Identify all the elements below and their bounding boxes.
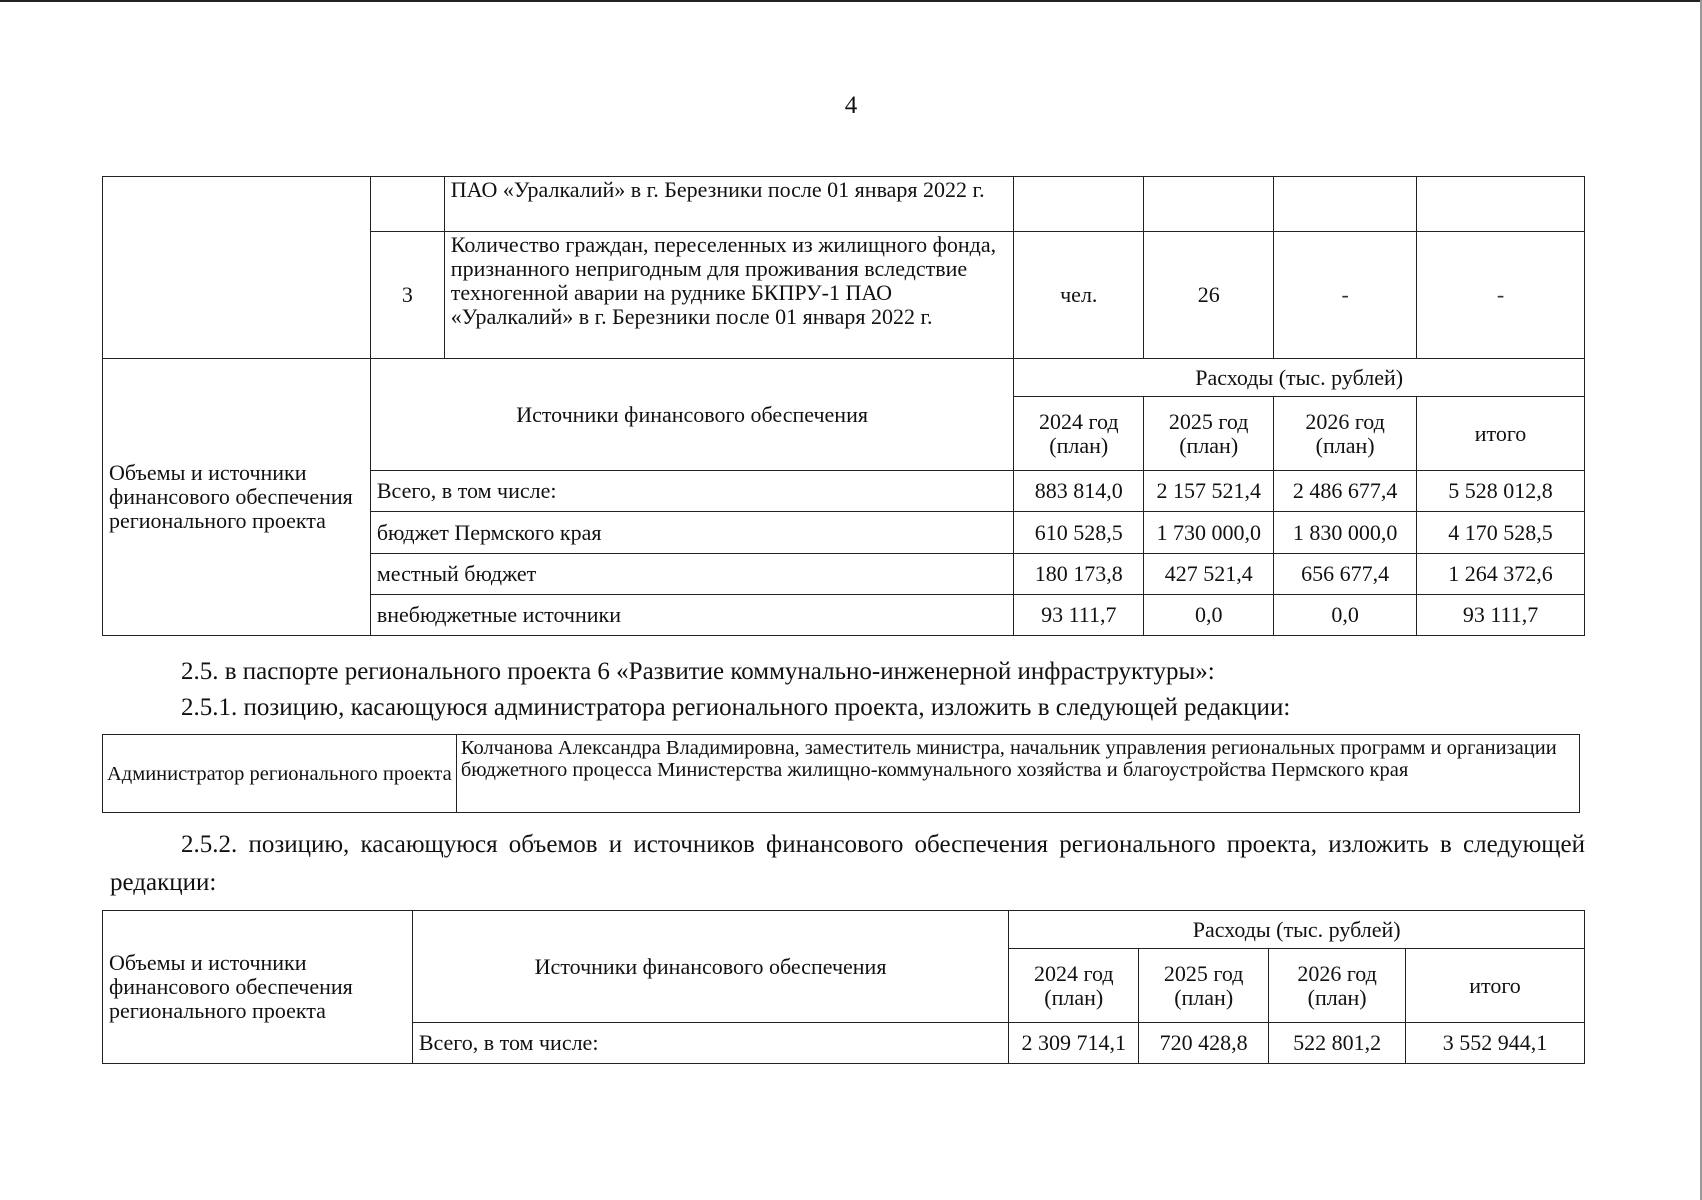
finance-value-2024: 883 814,0 [1014, 471, 1144, 512]
indicator-value-2025: - [1274, 232, 1417, 359]
administrator-value: Колчанова Александра Владимировна, заместитель министра, начальник управления региональных программ и организации бюджетного процесса Министерства жилищно-коммунального хозяйства и благоустройства Пермского края [456, 735, 1579, 813]
table-row [103, 359, 1585, 397]
indicator-number: 3 [370, 232, 444, 359]
finance-value-2025: 1 730 000,0 [1144, 512, 1274, 554]
indicator-text: Количество граждан, переселенных из жилищного фонда, признанного непригодным для проживания вследствие техногенной аварии на руднике БКПРУ-1 ПАО «Уралкалий» в г. Березники после 01 января 2022 г. [444, 232, 1014, 359]
col-2024-header: 2024 год (план) [1009, 949, 1139, 1023]
finance-value-2026: 656 677,4 [1274, 554, 1417, 595]
finance-value-2024: 2 309 714,1 [1009, 1023, 1139, 1064]
project-indicators-finance-table [102, 176, 1585, 636]
expenses-header: Расходы (тыс. рублей) [1009, 911, 1585, 949]
finance-table-project-6 [102, 910, 1585, 1064]
finance-value-2026: 2 486 677,4 [1274, 471, 1417, 512]
finance-value-2026: 522 801,2 [1269, 1023, 1406, 1064]
empty-cell [103, 177, 371, 359]
empty-cell [370, 177, 444, 232]
finance-value-total: 1 264 372,6 [1417, 554, 1585, 595]
finance-value-total: 5 528 012,8 [1417, 471, 1585, 512]
indicator-unit: чел. [1014, 232, 1144, 359]
finance-left-label: Объемы и источники финансового обеспечения регионального проекта [103, 911, 413, 1064]
finance-value-2025: 427 521,4 [1144, 554, 1274, 595]
col-2026-header: 2026 год (план) [1269, 949, 1406, 1023]
finance-value-2025: 720 428,8 [1139, 1023, 1269, 1064]
finance-value-2026: 1 830 000,0 [1274, 512, 1417, 554]
finance-value-2025: 2 157 521,4 [1144, 471, 1274, 512]
paragraph-2-5: 2.5. в паспорте регионального проекта 6 «Развитие коммунально-инженерной инфраструктуры»: [181, 658, 1215, 685]
finance-row-label: бюджет Пермского края [370, 512, 1013, 554]
finance-value-total: 3 552 944,1 [1406, 1023, 1585, 1064]
administrator-label: Администратор регионального проекта [103, 735, 457, 813]
col-2025-header: 2025 год (план) [1139, 949, 1269, 1023]
col-total-header: итого [1406, 949, 1585, 1023]
finance-value-2024: 93 111,7 [1014, 595, 1144, 636]
table-row [103, 177, 1585, 232]
empty-cell [1014, 177, 1144, 232]
administrator-table [102, 734, 1580, 813]
finance-value-total: 4 170 528,5 [1417, 512, 1585, 554]
indicator-text-continued: ПАО «Уралкалий» в г. Березники после 01 января 2022 г. [444, 177, 1014, 232]
finance-row-label: Всего, в том числе: [370, 471, 1013, 512]
finance-row-label: местный бюджет [370, 554, 1013, 595]
col-total-header: итого [1417, 397, 1585, 471]
finance-value-total: 93 111,7 [1417, 595, 1585, 636]
finance-row-label: Всего, в том числе: [412, 1023, 1008, 1064]
finance-row-label: внебюджетные источники [370, 595, 1013, 636]
expenses-header: Расходы (тыс. рублей) [1014, 359, 1585, 397]
col-2026-header: 2026 год (план) [1274, 397, 1417, 471]
finance-value-2024: 180 173,8 [1014, 554, 1144, 595]
paragraph-2-5-1: 2.5.1. позицию, касающуюся администратора регионального проекта, изложить в следующей редакции: [181, 694, 1291, 721]
scan-top-border [0, 0, 1702, 2]
empty-cell [1417, 177, 1585, 232]
finance-value-2025: 0,0 [1144, 595, 1274, 636]
indicator-value-2024: 26 [1144, 232, 1274, 359]
col-2025-header: 2025 год (план) [1144, 397, 1274, 471]
page-number: 4 [844, 92, 858, 119]
empty-cell [1274, 177, 1417, 232]
finance-value-2026: 0,0 [1274, 595, 1417, 636]
table-row [103, 911, 1585, 949]
empty-cell [1144, 177, 1274, 232]
finance-left-label: Объемы и источники финансового обеспечения регионального проекта [103, 359, 371, 636]
paragraph-2-5-2: 2.5.2. позицию, касающуюся объемов и источников финансового обеспечения регионального проекта, изложить в следующей редакции: [110, 831, 1585, 896]
table-row [103, 735, 1580, 813]
col-2024-header: 2024 год (план) [1014, 397, 1144, 471]
sources-header: Источники финансового обеспечения [370, 359, 1013, 471]
sources-header: Источники финансового обеспечения [412, 911, 1008, 1023]
finance-value-2024: 610 528,5 [1014, 512, 1144, 554]
indicator-value-2026: - [1417, 232, 1585, 359]
